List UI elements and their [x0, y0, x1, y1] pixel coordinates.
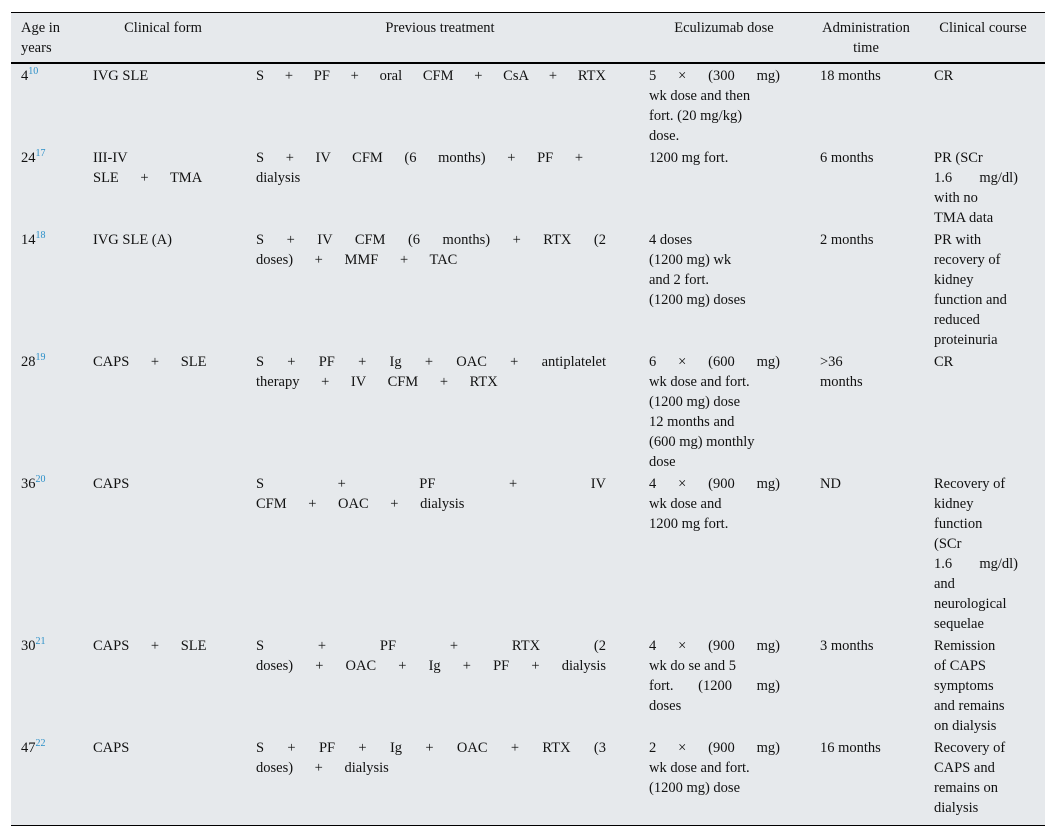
dose-line: 4 doses [649, 232, 693, 248]
treatment-line: S + PF + oral CFM + CsA + RTX [256, 68, 606, 84]
reference-link[interactable]: 19 [35, 352, 46, 364]
course-line: 1.6 mg/dl) [934, 170, 1018, 186]
treatment-line: S + PF + Ig + OAC + RTX (3 [256, 740, 606, 756]
cell-time [820, 738, 920, 758]
dose-line: 1200 mg fort. [649, 150, 729, 166]
dose-line: (1200 mg) wk [649, 252, 732, 268]
treatment-line: therapy + IV CFM + RTX [256, 374, 498, 390]
cell-time [820, 474, 920, 494]
course-line: Recovery of [934, 740, 1006, 756]
cell-dose [649, 636, 780, 716]
cell-dose [649, 474, 780, 534]
reference-link[interactable]: 10 [28, 66, 39, 78]
course-line: 1.6 mg/dl) [934, 556, 1018, 572]
course-line: kidney [934, 272, 974, 288]
dose-line: fort. (20 mg/kg) [649, 108, 743, 124]
course-line: PR with [934, 232, 982, 248]
cell-form [93, 474, 213, 494]
form-line: CAPS + SLE [93, 354, 207, 370]
cell-treatment [256, 474, 606, 514]
dose-line: wk dose and [649, 496, 722, 512]
dose-line: dose. [649, 128, 680, 144]
course-line: (SCr [934, 536, 962, 552]
header-clinical-course: Clinical course [939, 20, 1027, 36]
course-line: symptoms [934, 678, 994, 694]
time-line: months [820, 374, 863, 390]
age-value: 14 [21, 232, 36, 248]
cell-course [934, 66, 1018, 86]
dose-line: 4 × (900 mg) [649, 638, 780, 654]
cell-treatment [256, 148, 606, 188]
course-line: function and [934, 292, 1007, 308]
cell-age [21, 738, 87, 758]
age-value: 47 [21, 740, 36, 756]
course-line: and [934, 576, 955, 592]
dose-line: wk dose and then [649, 88, 751, 104]
dose-line: doses [649, 698, 682, 714]
dose-line: (1200 mg) doses [649, 292, 746, 308]
time-line: 6 months [820, 150, 874, 166]
cell-form [93, 148, 213, 188]
cell-course [934, 230, 1018, 350]
dose-line: 12 months and [649, 414, 735, 430]
treatment-line: doses) + MMF + TAC [256, 252, 458, 268]
cell-age [21, 66, 87, 86]
cell-treatment [256, 66, 606, 86]
course-line: CR [934, 354, 954, 370]
course-line: TMA data [934, 210, 994, 226]
treatment-line: doses) + dialysis [256, 760, 389, 776]
course-line: kidney [934, 496, 974, 512]
treatment-line: S + IV CFM (6 months) + RTX (2 [256, 232, 606, 248]
course-line: sequelae [934, 616, 984, 632]
dose-line: fort. (1200 mg) [649, 678, 780, 694]
cell-time [820, 66, 920, 86]
reference-link[interactable]: 18 [35, 230, 46, 242]
reference-link[interactable]: 21 [35, 636, 46, 648]
cell-course [934, 474, 1018, 634]
cell-dose [649, 66, 780, 146]
cell-form [93, 636, 213, 656]
age-value: 24 [21, 150, 36, 166]
cell-course [934, 738, 1018, 818]
course-line: and remains [934, 698, 1005, 714]
cell-time [820, 230, 920, 250]
form-line: IVG SLE (A) [93, 232, 172, 248]
table-header [11, 13, 1045, 64]
course-line: recovery of [934, 252, 1001, 268]
time-line: ND [820, 476, 841, 492]
cell-time [820, 148, 920, 168]
dose-line: wk dose and fort. [649, 374, 750, 390]
course-line: dialysis [934, 800, 979, 816]
cell-form [93, 66, 213, 86]
cell-dose [649, 738, 780, 798]
cell-age [21, 636, 87, 656]
age-value: 4 [21, 68, 29, 84]
cell-course [934, 352, 1018, 372]
course-line: proteinuria [934, 332, 998, 348]
cell-form [93, 738, 213, 758]
cell-course [934, 148, 1018, 228]
reference-link[interactable]: 20 [35, 474, 46, 486]
cell-age [21, 352, 87, 372]
form-line: CAPS + SLE [93, 638, 207, 654]
time-line: >36 [820, 354, 843, 370]
course-line: CAPS and [934, 760, 995, 776]
cell-age [21, 148, 87, 168]
course-line: of CAPS [934, 658, 986, 674]
dose-line: 1200 mg fort. [649, 516, 729, 532]
cell-age [21, 474, 87, 494]
form-line: IVG SLE [93, 68, 149, 84]
cell-course [934, 636, 1018, 736]
header-eculizumab-dose: Eculizumab dose [674, 20, 774, 36]
treatment-line: CFM + OAC + dialysis [256, 496, 465, 512]
course-line: neurological [934, 596, 1007, 612]
treatment-line: doses) + OAC + Ig + PF + dialysis [256, 658, 606, 674]
cell-treatment [256, 230, 606, 270]
dose-line: 6 × (600 mg) [649, 354, 780, 370]
age-value: 30 [21, 638, 36, 654]
time-line: 18 months [820, 68, 881, 84]
course-line: Remission [934, 638, 996, 654]
cell-time [820, 636, 920, 656]
reference-link[interactable]: 22 [35, 738, 46, 750]
course-line: reduced [934, 312, 980, 328]
dose-line: wk dose and fort. [649, 760, 750, 776]
header-clinical-form: Clinical form [124, 20, 202, 36]
dose-line: and 2 fort. [649, 272, 709, 288]
treatment-line: S + PF + IV [256, 476, 606, 492]
data-table [11, 12, 1045, 826]
cell-dose [649, 352, 780, 472]
cell-treatment [256, 738, 606, 778]
cell-age [21, 230, 87, 250]
age-value: 36 [21, 476, 36, 492]
time-line: 2 months [820, 232, 874, 248]
form-line: III-IV [93, 150, 128, 166]
course-line: with no [934, 190, 978, 206]
cell-time [820, 352, 920, 392]
course-line: Recovery of [934, 476, 1006, 492]
cell-treatment [256, 352, 606, 392]
dose-line: 5 × (300 mg) [649, 68, 780, 84]
header-previous-treatment: Previous treatment [385, 20, 495, 36]
age-value: 28 [21, 354, 36, 370]
course-line: on dialysis [934, 718, 997, 734]
dose-line: (1200 mg) dose [649, 780, 741, 796]
time-line: 3 months [820, 638, 874, 654]
course-line: remains on [934, 780, 999, 796]
course-line: PR (SCr [934, 150, 983, 166]
form-line: SLE + TMA [93, 170, 203, 186]
dose-line: wk do se and 5 [649, 658, 736, 674]
time-line: 16 months [820, 740, 881, 756]
course-line: CR [934, 68, 954, 84]
cell-dose [649, 148, 780, 168]
cell-dose [649, 230, 780, 310]
cell-form [93, 230, 213, 250]
form-line: CAPS [93, 476, 130, 492]
cell-form [93, 352, 213, 372]
reference-link[interactable]: 17 [35, 148, 46, 160]
dose-line: 2 × (900 mg) [649, 740, 780, 756]
treatment-line: S + IV CFM (6 months) + PF + dialysis [256, 150, 583, 186]
treatment-line: S + PF + RTX (2 [256, 638, 606, 654]
form-line: CAPS [93, 740, 130, 756]
cell-treatment [256, 636, 606, 676]
header-administration-time: Administration time [822, 20, 910, 56]
course-line: function [934, 516, 983, 532]
dose-line: dose [649, 454, 676, 470]
dose-line: 4 × (900 mg) [649, 476, 780, 492]
treatment-line: S + PF + Ig + OAC + antiplatelet [256, 354, 606, 370]
dose-line: (1200 mg) dose [649, 394, 741, 410]
dose-line: (600 mg) monthly [649, 434, 755, 450]
header-age: Age in years [21, 20, 61, 56]
